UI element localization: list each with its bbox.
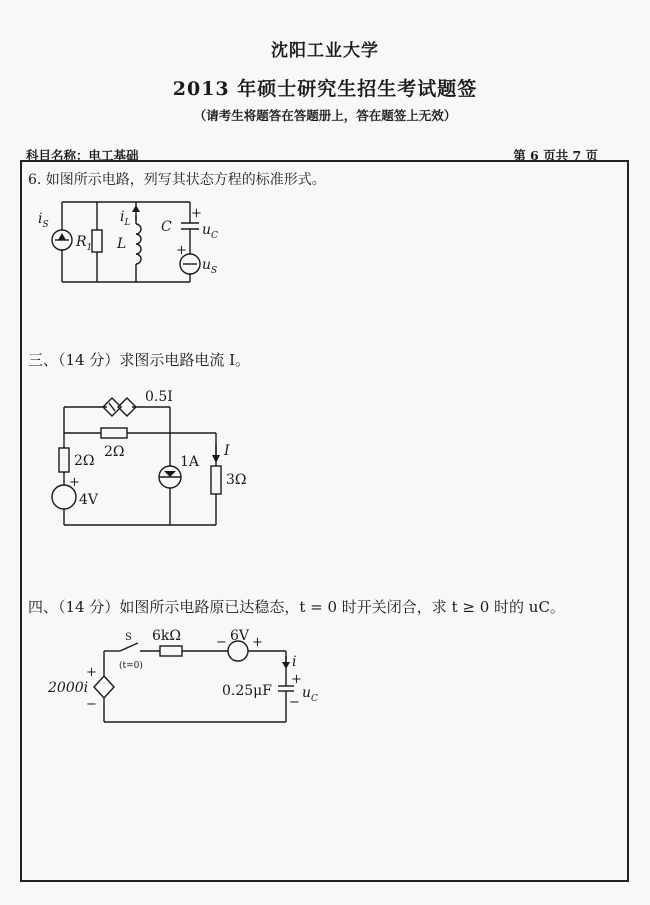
label-05i: 0.5I xyxy=(145,389,173,405)
label-i: I xyxy=(224,443,230,459)
switch-s xyxy=(120,643,138,651)
label-dep-plus: + xyxy=(86,665,97,680)
label-dep-minus: − xyxy=(86,697,97,712)
label-il: $i_L$ xyxy=(120,209,131,228)
circuit-4 xyxy=(94,641,297,722)
subject-name: 科目名称：电工基础 xyxy=(26,148,139,163)
label-4v: 4V xyxy=(79,492,99,508)
voltage-source-6v xyxy=(228,641,248,661)
resistor-2ohm-top xyxy=(101,428,127,438)
label-switch-time: (t=0) xyxy=(119,661,143,671)
resistor-3ohm xyxy=(211,466,221,494)
label-uc-minus: − xyxy=(289,695,300,710)
notice: （请考生将题答在答题册上，答在题签上无效） xyxy=(193,108,457,123)
label-2000i: 2000i xyxy=(48,680,89,696)
label-c: C xyxy=(161,219,172,235)
university-name: 沈阳工业大学 xyxy=(271,41,379,61)
arrow-icon xyxy=(58,233,66,240)
dependent-source-2000i xyxy=(94,676,114,698)
question-4-text: 四、（14 分）如图所示电路原已达稳态，t = 0 时开关闭合，求 t ≥ 0 时的 uC。 xyxy=(28,598,565,616)
question-3-text: 三、（14 分）求图示电路电流 I。 xyxy=(28,351,251,369)
label-uc-plus: + xyxy=(291,672,302,687)
label-6kohm: 6kΩ xyxy=(152,628,181,644)
page-info: 第 6 页共 7 页 xyxy=(513,148,598,163)
question-6-text: 6. 如图所示电路，列写其状态方程的标准形式。 xyxy=(28,172,326,188)
label-6v-minus: − xyxy=(216,635,227,650)
resistor-2ohm-left xyxy=(59,448,69,472)
label-current-i: i xyxy=(292,654,297,670)
label-6v: 6V xyxy=(230,628,250,644)
resistor-6kohm xyxy=(160,646,182,656)
label-r-left: 2Ω xyxy=(74,453,95,469)
label-us: $u_S$ xyxy=(202,257,218,276)
label-uc: $u_C$ xyxy=(302,685,318,704)
label-l: L xyxy=(117,236,127,252)
label-025uf: 0.25μF xyxy=(222,683,272,699)
label-c-plus: + xyxy=(191,206,202,221)
resistor-r1 xyxy=(92,230,102,252)
label-1a: 1A xyxy=(180,454,200,470)
label-switch: S xyxy=(125,632,132,643)
label-6v-plus: + xyxy=(252,635,263,650)
inductor-l xyxy=(136,224,141,264)
exam-title: 2013 年硕士研究生招生考试题签 xyxy=(172,78,478,100)
label-r-top: 2Ω xyxy=(104,444,125,460)
label-us-plus: + xyxy=(176,243,187,258)
label-r1: $R_1$ xyxy=(76,234,93,253)
label-3ohm: 3Ω xyxy=(226,472,247,488)
label-uc: $u_C$ xyxy=(202,222,218,241)
label-is: $i_S$ xyxy=(38,211,49,230)
label-4v-plus: + xyxy=(69,475,80,490)
